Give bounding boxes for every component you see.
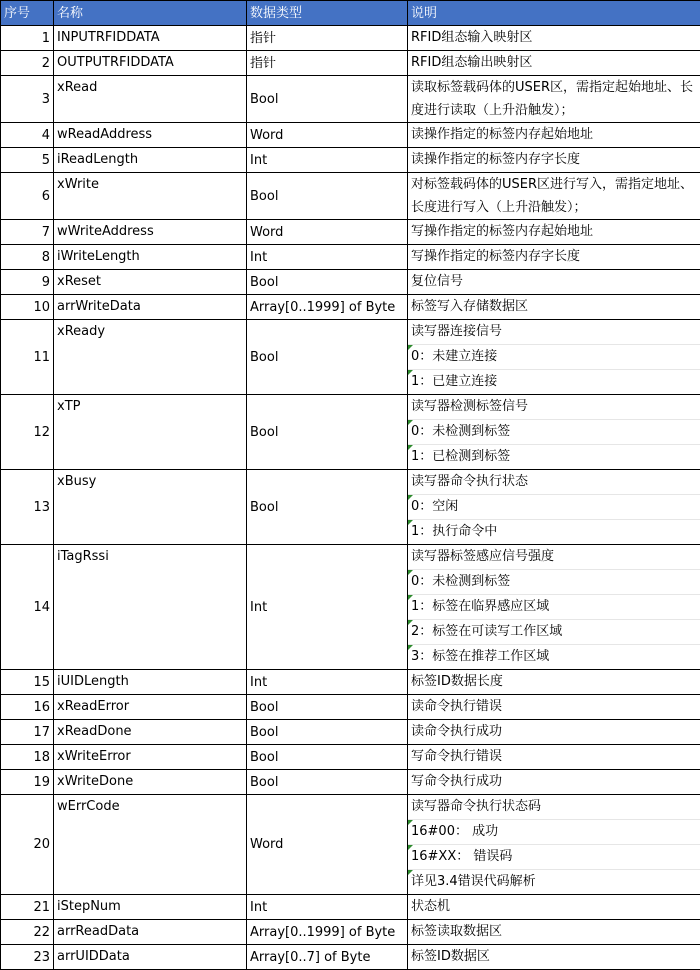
table-row [1, 945, 700, 970]
row-seq: 13 [1, 470, 54, 545]
row-name: INPUTRFIDDATA [54, 26, 247, 51]
row-name: arrReadData [54, 920, 247, 945]
table-row [1, 123, 700, 148]
row-desc [408, 148, 700, 173]
row-name: OUTPUTRFIDDATA [54, 51, 247, 76]
row-name: iReadLength [54, 148, 247, 173]
row-desc [408, 173, 700, 220]
row-name: arrUIDData [54, 945, 247, 970]
row-desc [408, 720, 700, 745]
row-name: xReset [54, 270, 247, 295]
desc-line: 0：未检测到标签 [408, 569, 700, 594]
row-seq: 4 [1, 123, 54, 148]
row-name: wReadAddress [54, 123, 247, 148]
row-desc [408, 123, 700, 148]
row-desc [408, 795, 700, 895]
desc-line: 读取标签载码体的USER区，需指定起始地址、长度进行读取（上升沿触发）； [408, 76, 700, 122]
header-name: 名称 [54, 1, 247, 26]
row-seq: 8 [1, 245, 54, 270]
row-seq: 15 [1, 670, 54, 695]
row-desc [408, 695, 700, 720]
row-desc [408, 545, 700, 670]
desc-line: 1：已建立连接 [408, 369, 700, 394]
row-type: Word [247, 220, 408, 245]
desc-line: 状态机 [408, 895, 700, 919]
row-name: xTP [54, 395, 247, 470]
row-type: Bool [247, 270, 408, 295]
row-name: xWriteDone [54, 770, 247, 795]
row-name: iStepNum [54, 895, 247, 920]
desc-line: 读命令执行成功 [408, 720, 700, 744]
desc-line: 读写器标签感应信号强度 [408, 545, 700, 569]
desc-line: 标签读取数据区 [408, 920, 700, 944]
table-row [1, 26, 700, 51]
row-name: xBusy [54, 470, 247, 545]
row-seq: 7 [1, 220, 54, 245]
desc-line: 标签写入存储数据区 [408, 295, 700, 319]
desc-line: 复位信号 [408, 270, 700, 294]
table-row [1, 695, 700, 720]
row-type: Int [247, 670, 408, 695]
row-name: wErrCode [54, 795, 247, 895]
desc-line: 读写器检测标签信号 [408, 395, 700, 419]
table-row [1, 745, 700, 770]
row-desc [408, 245, 700, 270]
table-row [1, 220, 700, 245]
row-seq: 19 [1, 770, 54, 795]
desc-line: 读写器命令执行状态 [408, 470, 700, 494]
row-seq: 9 [1, 270, 54, 295]
row-type: Word [247, 123, 408, 148]
row-desc [408, 26, 700, 51]
row-seq: 5 [1, 148, 54, 173]
table-row [1, 245, 700, 270]
row-desc [408, 945, 700, 970]
desc-line: 读操作指定的标签内存字长度 [408, 148, 700, 172]
desc-line: 1：已检测到标签 [408, 444, 700, 469]
row-desc [408, 770, 700, 795]
row-desc [408, 220, 700, 245]
table-row [1, 920, 700, 945]
row-type: Int [247, 545, 408, 670]
row-name: arrWriteData [54, 295, 247, 320]
row-name: xReady [54, 320, 247, 395]
row-seq: 10 [1, 295, 54, 320]
desc-line: 0：未检测到标签 [408, 419, 700, 444]
table-row [1, 795, 700, 895]
table-row [1, 295, 700, 320]
table-row [1, 545, 700, 670]
header-seq: 序号 [1, 1, 54, 26]
desc-line: 对标签载码体的USER区进行写入，需指定地址、长度进行写入（上升沿触发）； [408, 173, 700, 219]
row-desc [408, 920, 700, 945]
desc-line: RFID组态输出映射区 [408, 51, 700, 75]
row-name: xWrite [54, 173, 247, 220]
row-desc [408, 320, 700, 395]
row-type: Bool [247, 745, 408, 770]
table-row [1, 270, 700, 295]
row-desc [408, 51, 700, 76]
header-desc: 说明 [408, 1, 700, 26]
row-seq: 12 [1, 395, 54, 470]
row-seq: 23 [1, 945, 54, 970]
row-seq: 1 [1, 26, 54, 51]
desc-line: 3：标签在推荐工作区域 [408, 644, 700, 669]
desc-line: 1：标签在临界感应区域 [408, 594, 700, 619]
row-name: xWriteError [54, 745, 247, 770]
row-desc [408, 76, 700, 123]
row-desc [408, 295, 700, 320]
row-desc [408, 745, 700, 770]
desc-line: 1：执行命令中 [408, 519, 700, 544]
desc-line: 读写器连接信号 [408, 320, 700, 344]
desc-line: 标签ID数据长度 [408, 670, 700, 694]
table-row [1, 895, 700, 920]
table-body [1, 26, 700, 970]
row-desc [408, 895, 700, 920]
row-type: Int [247, 148, 408, 173]
desc-line: 0：空闲 [408, 494, 700, 519]
row-type: 指针 [247, 26, 408, 51]
row-type: Bool [247, 695, 408, 720]
desc-line: RFID组态输入映射区 [408, 26, 700, 50]
table-row [1, 173, 700, 220]
desc-line: 16#XX： 错误码 [408, 844, 700, 869]
row-type: Bool [247, 720, 408, 745]
row-seq: 11 [1, 320, 54, 395]
row-desc [408, 670, 700, 695]
row-seq: 3 [1, 76, 54, 123]
row-seq: 16 [1, 695, 54, 720]
row-type: Word [247, 795, 408, 895]
row-seq: 17 [1, 720, 54, 745]
row-desc [408, 395, 700, 470]
desc-line: 标签ID数据区 [408, 945, 700, 969]
row-type: Bool [247, 770, 408, 795]
table-row [1, 670, 700, 695]
table-row [1, 148, 700, 173]
row-name: xRead [54, 76, 247, 123]
table-row [1, 76, 700, 123]
table-row [1, 770, 700, 795]
row-seq: 22 [1, 920, 54, 945]
desc-line: 写操作指定的标签内存起始地址 [408, 220, 700, 244]
row-type: Int [247, 895, 408, 920]
row-type: Bool [247, 470, 408, 545]
row-desc [408, 270, 700, 295]
row-seq: 18 [1, 745, 54, 770]
row-type: Bool [247, 320, 408, 395]
table-row [1, 320, 700, 395]
row-name: iWriteLength [54, 245, 247, 270]
row-name: wWriteAddress [54, 220, 247, 245]
table-row [1, 395, 700, 470]
row-name: iTagRssi [54, 545, 247, 670]
row-name: xReadError [54, 695, 247, 720]
header-type: 数据类型 [247, 1, 408, 26]
desc-line: 读命令执行错误 [408, 695, 700, 719]
row-name: xReadDone [54, 720, 247, 745]
table-row [1, 51, 700, 76]
desc-line: 写操作指定的标签内存字长度 [408, 245, 700, 269]
row-seq: 6 [1, 173, 54, 220]
row-type: Bool [247, 76, 408, 123]
row-type: Bool [247, 173, 408, 220]
row-type: Bool [247, 395, 408, 470]
row-type: Int [247, 245, 408, 270]
row-type: 指针 [247, 51, 408, 76]
desc-line: 写命令执行成功 [408, 770, 700, 794]
row-type: Array[0..7] of Byte [247, 945, 408, 970]
desc-line: 详见3.4错误代码解析 [408, 869, 700, 894]
row-seq: 21 [1, 895, 54, 920]
table-row [1, 470, 700, 545]
desc-line: 写命令执行错误 [408, 745, 700, 769]
desc-line: 读写器命令执行状态码 [408, 795, 700, 819]
row-type: Array[0..1999] of Byte [247, 920, 408, 945]
row-seq: 14 [1, 545, 54, 670]
desc-line: 0：未建立连接 [408, 344, 700, 369]
desc-line: 16#00： 成功 [408, 819, 700, 844]
row-desc [408, 470, 700, 545]
row-seq: 2 [1, 51, 54, 76]
desc-line: 2：标签在可读写工作区域 [408, 619, 700, 644]
row-seq: 20 [1, 795, 54, 895]
table-row [1, 720, 700, 745]
row-name: iUIDLength [54, 670, 247, 695]
desc-line: 读操作指定的标签内存起始地址 [408, 123, 700, 147]
table-header-row [1, 1, 700, 26]
row-type: Array[0..1999] of Byte [247, 295, 408, 320]
